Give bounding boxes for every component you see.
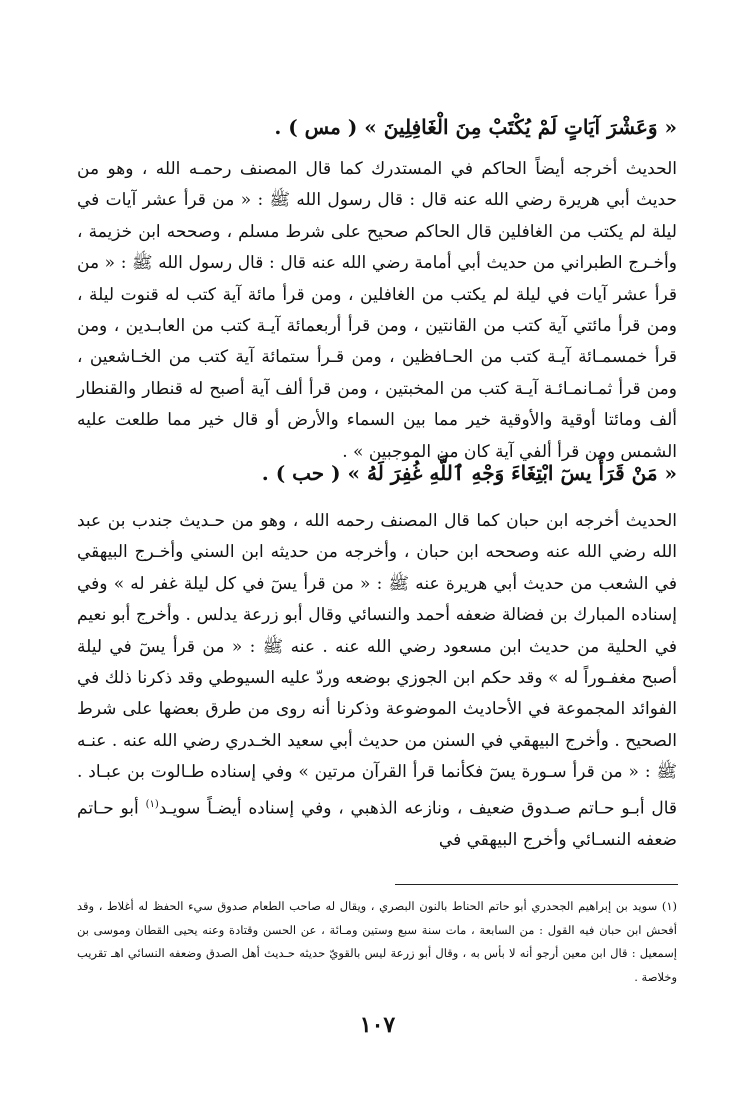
commentary-paragraph-2 [77, 506, 677, 856]
commentary-paragraph-1: الحديث أخرجه أيضاً الحاكم في المستدرك كما قال المصنف رحمـه الله ، وهو من حديث أبي هريرة رضي الله عنه قال : قال رسول الله ﷺ : « من قرأ عشر آيات في ليلة لم يكتب من الغافلين قال الحاكم صحيح على شرط مسلم ، وصححه ابن خزيمة ، وأخـرج الطبراني من حديث أبي أمامة رضي الله عنه قال : قال رسول الله ﷺ : « من قرأ عشر آيات في ليلة لم يكتب من الغافلين ، ومن قرأ مائة آية كتب له قنوت ليلة ، ومن قرأ مائتي آية كتب من القانتين ، ومن قرأ أربعمائة آيـة كتب من العابـدين ، ومن قرأ خمسمـائة آيـة كتب من الحـافظين ، ومن قـرأ ستمائة آية كتب من الخـاشعين ، ومن قرأ ثمـانمـائـة آيـة كتب من المخبتين ، ومن قرأ ألف آية أصبح له قنطار والقنطار ألف ومائتا أوقية والأوقية خير مما بين السماء والأرض أو قال خير مما طلعت عليه الشمس ومن قرأ ألفي آية كان من الموجبين » . [77, 159, 677, 462]
verse-heading-2: « مَنْ قَرَأَ يسٓ ابْتِغَاءَ وَجْهِ ٱللَّهِ غُفِرَ لَهُ » ( حب ) . [261, 461, 677, 485]
footnote-divider [395, 884, 678, 885]
footnote: (١) سويد بن إبراهيم الجحدري أبو حاتم الحناط بالنون البصري ، ويقال له صاحب الطعام صدوق سيء الحفظ له أغلاط ، وقد أفحش ابن حبان فيه القول : من السابعة ، مات سنة سبع وستين ومـائة ، عن الحسن وقتادة وعنه يحيى القطان وموسى بن إسمعيل : قال ابن معين أرجو أنه لا بأس به ، وقال أبو زرعة ليس بالقويّ حديثه حـديث أهل الصدق وضعفه النسائي اهـ تقريب وخلاصة . [77, 899, 677, 984]
commentary-text: الحديث أخرجه ابن حبان كما قال المصنف رحمه الله ، وهو من حـديث جندب بن عبد الله رضي الله عنه وصححه ابن حبان ، وأخرجه من حديثه ابن السني وأخـرج البيهقي في الشعب من حديث أبي هريرة عنه ﷺ : « من قرأ يسٓ في كل ليلة غفر له » وفي إسناده المبارك بن فضالة ضعفه أحمد والنسائي وقال أبو زرعة يدلس . وأخرج أبو نعيم في الحلية من حديث ابن مسعود رضي الله عنه . عنه ﷺ : « من قرأ يسٓ في ليلة أصبح مغفـوراً له » وقد حكم ابن الجوزي بوضعه وردّ عليه السيوطي وقد ذكرنا ذلك في الفوائد المجموعة في الأحاديث الموضوعة وذكرنا أنه روى من طرق بعضها على شرط الصحيح . وأخرج البيهقي في السنن من حديث أبي سعيد الخـدري رضي الله عنه . عنـه ﷺ : « من قرأ سـورة يسٓ فكأنما قرأ القرآن مرتين » وفي إسناده طـالوت بن عبـاد . قال أبـو حـاتم صـدوق ضعيف ، ونازعه الذهبي ، وفي إسناده أيضـاً سويـد [77, 511, 678, 819]
footnote-reference: (١) [145, 798, 159, 810]
page-number: ١٠٧ [359, 1012, 396, 1038]
verse-heading-1: « وَعَشْرَ آيَاتٍ لَمْ يُكْتَبْ مِنَ الْغَافِلِينَ » ( مس ) . [274, 115, 677, 139]
commentary-text-end: أبو حـاتم ضعفه النسـائي وأخرج البيهقي في [77, 798, 677, 850]
